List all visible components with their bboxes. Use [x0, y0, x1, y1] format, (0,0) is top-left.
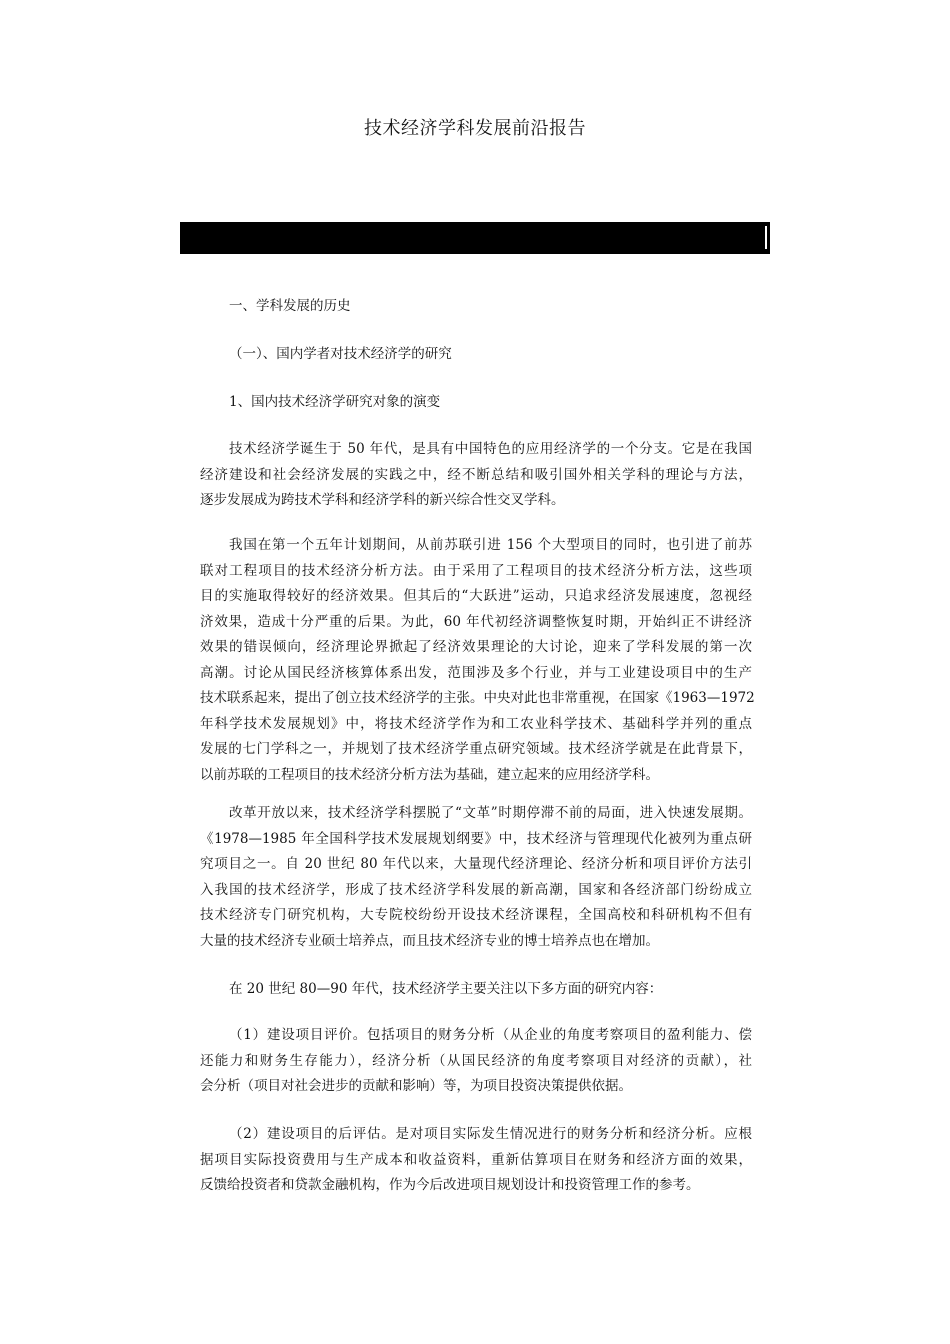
paragraph-line: 目的实施取得较好的经济效果。但其后的“大跃进”运动，只追求经济发展速度，忽视经: [200, 588, 752, 604]
paragraph-line: 经济建设和社会经济发展的实践之中，经不断总结和吸引国外相关学科的理论与方法，: [200, 466, 752, 483]
paragraph-line: （1）建设项目评价。包括项目的财务分析（从企业的角度考察项目的盈利能力、偿: [229, 1027, 752, 1043]
paragraph-line: 会分析（项目对社会进步的贡献和影响）等，为项目投资决策提供依据。: [200, 1078, 632, 1094]
paragraph-line: 我国在第一个五年计划期间，从前苏联引进 156 个大型项目的同时，也引进了前苏: [229, 537, 752, 553]
paragraph-line: 发展的七门学科之一，并规划了技术经济学重点研究领域。技术经济学就是在此背景下，: [200, 741, 752, 757]
paragraph-line: 反馈给投资者和贷款金融机构，作为今后改进项目规划设计和投资管理工作的参考。: [200, 1177, 700, 1193]
paragraph-line: 技术联系起来，提出了创立技术经济学的主张。中央对此也非常重视，在国家《1963—1972: [200, 690, 755, 706]
paragraph-line: 济效果，造成十分严重的后果。为此，60 年代初经济调整恢复时期，开始纠正不讲经济: [200, 613, 752, 630]
redacted-black-bar: [180, 222, 770, 254]
paragraph-research-intro: [200, 977, 752, 1003]
paragraph-item-post-evaluation: [200, 1122, 752, 1199]
paragraph-line: 技术经济专门研究机构，大专院校纷纷开设技术经济课程，全国高校和科研机构不但有: [200, 907, 752, 923]
paragraph-line: （2）建设项目的后评估。是对项目实际发生情况进行的财务分析和经济分析。应根: [229, 1126, 752, 1142]
document-title: 技术经济学科发展前沿报告: [364, 118, 586, 139]
paragraph-item-project-evaluation: [200, 1023, 752, 1100]
paragraph-line: 效果的错误倾向，经济理论界掀起了经济效果理论的大讨论，迎来了学科发展的第一次: [200, 639, 752, 655]
paragraph-line: 入我国的技术经济学，形成了技术经济学科发展的新高潮，国家和各经济部门纷纷成立: [200, 881, 752, 898]
paragraph-reform-opening: [200, 801, 752, 954]
paragraph-line: 《1978—1985 年全国科学技术发展规划纲要》中，技术经济与管理现代化被列为重点研: [200, 830, 752, 847]
paragraph-line: 技术经济学诞生于 50 年代，是具有中国特色的应用经济学的一个分支。它是在我国: [229, 441, 752, 457]
paragraph-origin: [200, 437, 752, 514]
paragraph-line: 年科学技术发展规划》中，将技术经济学作为和工农业科学技术、基础科学并列的重点: [200, 715, 752, 732]
paragraph-line: 以前苏联的工程项目的技术经济分析方法为基础，建立起来的应用经济学科。: [200, 766, 659, 783]
subsubsection-heading-evolution: 1、国内技术经济学研究对象的演变: [229, 394, 441, 410]
paragraph-line: 逐步发展成为跨技术学科和经济学科的新兴综合性交叉学科。: [200, 492, 565, 508]
paragraph-line: 究项目之一。自 20 世纪 80 年代以来，大量现代经济理论、经济分析和项目评价方法引: [200, 856, 752, 872]
paragraph-line: 还能力和财务生存能力），经济分析（从国民经济的角度考察项目对经济的贡献），社: [200, 1052, 752, 1069]
paragraph-line: 大量的技术经济专业硕士培养点，而且技术经济专业的博士培养点也在增加。: [200, 932, 659, 949]
paragraph-line: 在 20 世纪 80—90 年代，技术经济学主要关注以下多方面的研究内容：: [229, 981, 663, 997]
paragraph-line: 据项目实际投资费用与生产成本和收益资料，重新估算项目在财务和经济方面的效果，: [200, 1151, 752, 1168]
paragraph-first-five-year-plan: [200, 533, 755, 788]
bar-edge-mark: [765, 226, 767, 249]
paragraph-line: 改革开放以来，技术经济学科摆脱了“文革”时期停滞不前的局面，进入快速发展期。: [229, 805, 752, 821]
section-heading-history: 一、学科发展的历史: [229, 298, 351, 314]
paragraph-line: 高潮。讨论从国民经济核算体系出发，范围涉及多个行业，并与工业建设项目中的生产: [200, 664, 752, 681]
subsection-heading-domestic: （一）、国内学者对技术经济学的研究: [229, 346, 452, 362]
paragraph-line: 联对工程项目的技术经济分析方法。由于采用了工程项目的技术经济分析方法，这些项: [200, 562, 752, 579]
